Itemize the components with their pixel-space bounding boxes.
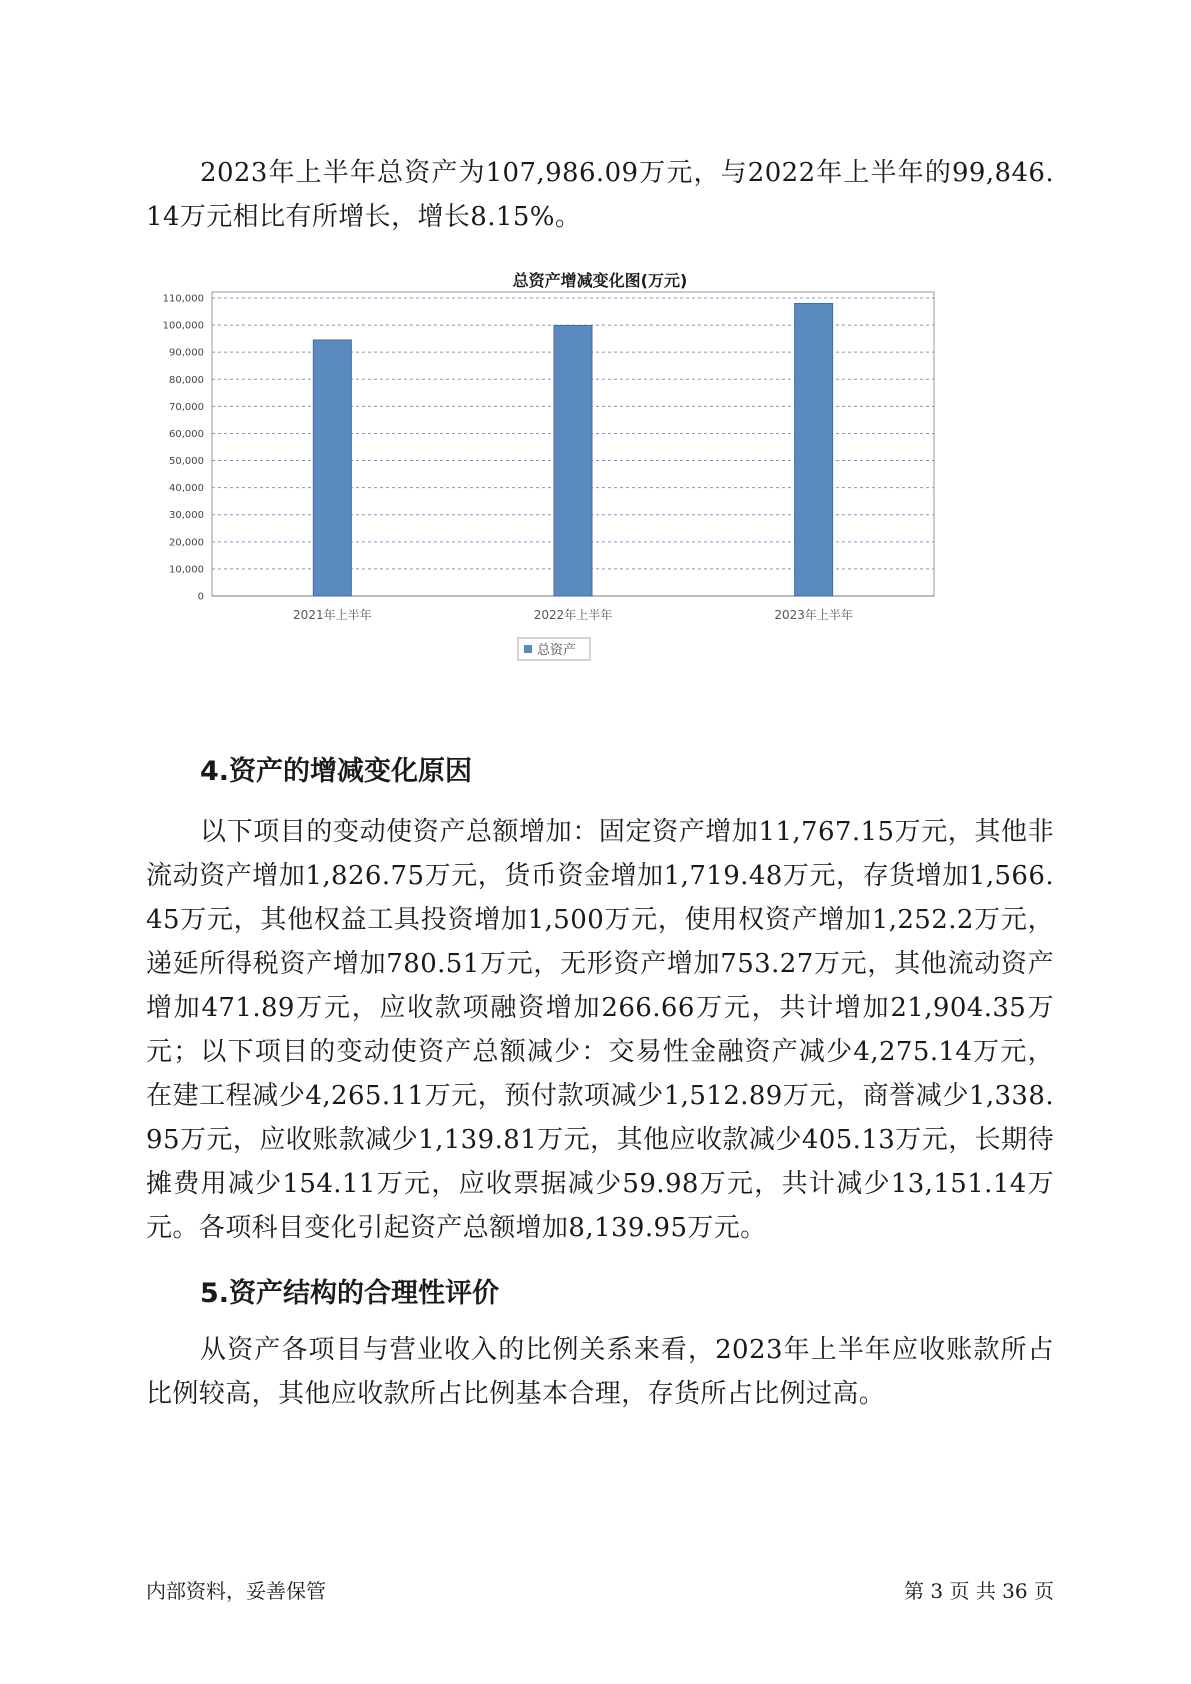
asset-structure-paragraph: 从资产各项目与营业收入的比例关系来看，2023年上半年应收账款所占比例较高，其他应收款所占比例基本合理，存货所占比例过高。 <box>146 1335 1054 1409</box>
intro-paragraph: 2023年上半年总资产为107,986.09万元，与2022年上半年的99,846.14万元相比有所增长，增长8.15%。 <box>146 158 1054 232</box>
footer-confidential-note: 内部资料，妥善保管 <box>146 1579 326 1603</box>
y-tick-label: 20,000 <box>169 537 204 549</box>
footer-page-number: 第 3 页 共 36 页 <box>904 1579 1054 1603</box>
y-tick-label: 50,000 <box>169 456 204 468</box>
legend-swatch <box>524 645 532 653</box>
x-category-label: 2023年上半年 <box>774 608 853 622</box>
y-tick-label: 10,000 <box>169 564 204 576</box>
chart-title: 总资产增减变化图(万元) <box>512 271 688 290</box>
asset-change-causes-paragraph: 以下项目的变动使资产总额增加：固定资产增加11,767.15万元，其他非流动资产增加1,826.75万元，货币资金增加1,719.48万元，存货增加1,566.45万元，其他权益工具投资增加1,500万元，使用权资产增加1,252.2万元，递延所得税资产增加780.51万元，无形资产增加753.27万元，其他流动资产增加471.89万元，应收款项融资增加266.66万元，共计增加21,904.35万元；以下项目的变动使资产总额减少：交易性金融资产减少4,275.14万元，在建工程减少4,265.11万元，预付款项减少1,512.89万元，商誉减少1,338.95万元，应收账款减少1,139.81万元，其他应收款减少405.13万元，长期待摊费用减少154.11万元，应收票据减少59.98万元，共计减少13,151.14万元。各项科目变化引起资产总额增加8,139.95万元。 <box>146 817 1054 1243</box>
y-tick-label: 40,000 <box>169 483 204 495</box>
y-tick-label: 30,000 <box>169 510 204 522</box>
y-tick-label: 90,000 <box>169 347 204 359</box>
x-category-label: 2021年上半年 <box>293 608 372 622</box>
x-category-label: 2022年上半年 <box>533 608 613 622</box>
heading-asset-structure-evaluation: 5.资产结构的合理性评价 <box>200 1278 500 1309</box>
legend-label: 总资产 <box>537 643 577 658</box>
bar <box>795 303 833 596</box>
chart-svg <box>146 262 1054 722</box>
y-tick-label: 60,000 <box>169 428 204 440</box>
y-tick-label: 0 <box>197 591 204 603</box>
bar <box>554 326 592 596</box>
bar <box>313 340 351 596</box>
y-tick-label: 80,000 <box>169 374 204 386</box>
total-assets-chart <box>146 262 1054 722</box>
y-tick-label: 100,000 <box>162 320 204 332</box>
heading-asset-change-causes: 4.资产的增减变化原因 <box>200 756 473 787</box>
y-tick-label: 110,000 <box>162 293 204 305</box>
y-tick-label: 70,000 <box>169 401 204 413</box>
